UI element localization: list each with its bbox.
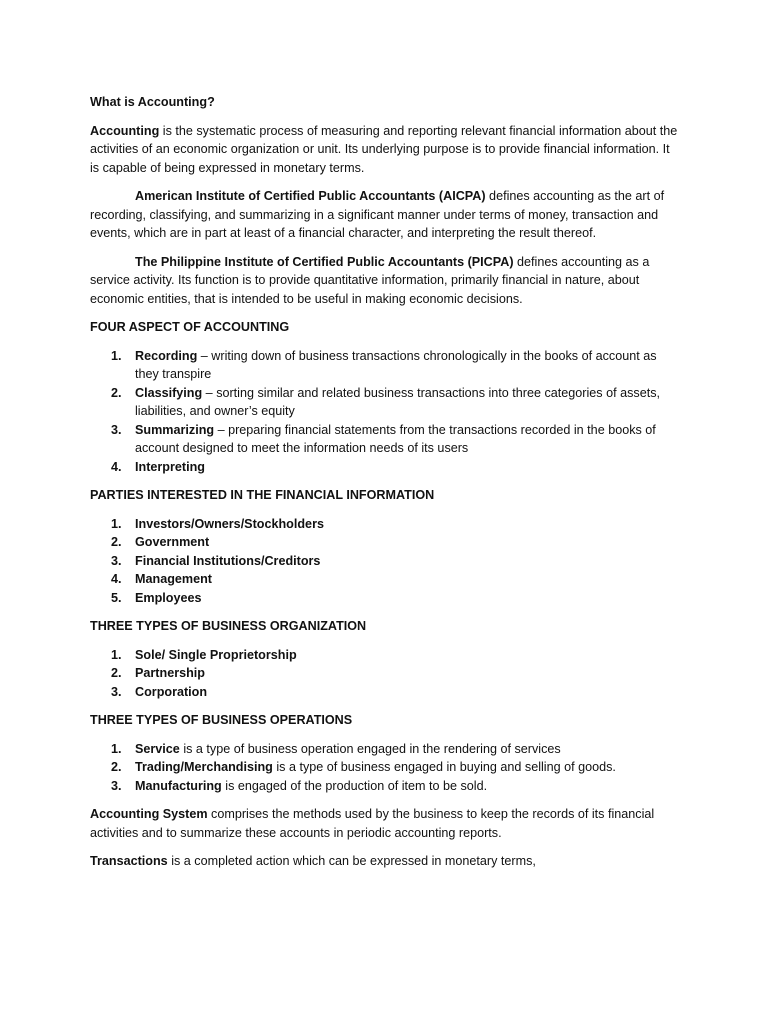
list-item — [90, 758, 680, 777]
definition-text: defines accounting as the art of recording, classifying, and summarizing in a significant manner under terms of money, transaction and events, which are in part at least of a financial character, and interpreting the result thereof. — [90, 189, 665, 240]
list-item — [90, 589, 680, 608]
list-item — [90, 570, 680, 589]
parties-list — [90, 515, 680, 608]
list-item — [90, 552, 680, 571]
item-number: 4. — [111, 572, 122, 586]
list-item — [90, 458, 680, 477]
section-heading-parties: PARTIES INTERESTED IN THE FINANCIAL INFORMATION — [90, 488, 435, 502]
item-term: Manufacturing — [135, 778, 222, 793]
accounting-system-definition — [90, 805, 680, 842]
term: Transactions — [90, 854, 168, 868]
item-text: – sorting similar and related business transactions into three categories of assets, liabilities, and owner’s equity — [135, 385, 660, 418]
transactions-definition — [90, 852, 680, 871]
item-text: – preparing financial statements from the transactions recorded in the books of account designed to meet the information needs of its users — [135, 422, 656, 455]
item-text: is a type of business engaged in buying and selling of goods. — [272, 760, 616, 774]
list-item — [90, 533, 680, 552]
item-term: Classifying — [135, 385, 203, 400]
definition-text: is the systematic process of measuring and reporting relevant financial information about the activities of an economic organization or unit. Its underlying purpose is to provide financial information. It is capable of being expressed in monetary terms. — [90, 123, 678, 175]
operations-list — [90, 740, 680, 796]
item-term: Interpreting — [135, 459, 205, 474]
list-item — [90, 777, 680, 796]
item-text: – writing down of business transactions chronologically in the books of account as they transpire — [135, 348, 657, 381]
term: American Institute of Certified Public Accountants (AICPA) — [135, 189, 486, 203]
item-term: Government — [135, 535, 210, 549]
item-term: Financial Institutions/Creditors — [135, 553, 321, 568]
item-term: Recording — [135, 348, 198, 363]
section-heading-aspects: FOUR ASPECT OF ACCOUNTING — [90, 320, 290, 334]
item-term: Corporation — [135, 684, 208, 699]
definition-text: comprises the methods used by the business to keep the records of its financial activities and to summarize these accounts in periodic accounting reports. — [90, 807, 655, 840]
section-heading-organization: THREE TYPES OF BUSINESS ORGANIZATION — [90, 619, 367, 633]
item-term: Sole/ Single Proprietorship — [135, 647, 297, 662]
item-term: Summarizing — [135, 422, 215, 437]
item-term: Service — [135, 741, 180, 756]
item-number: 1. — [111, 647, 122, 662]
section-heading-operations: THREE TYPES OF BUSINESS OPERATIONS — [90, 713, 353, 727]
item-term: Investors/Owners/Stockholders — [135, 516, 324, 531]
item-number: 3. — [111, 422, 122, 437]
term: Accounting System — [90, 807, 208, 821]
item-number: 4. — [111, 459, 122, 474]
definition-text: defines accounting as a service activity. Its function is to provide quantitative information, primarily financial in nature, about economic entities, that is intended to be useful in making economic decisions. — [90, 254, 650, 306]
item-number: 2. — [111, 385, 122, 400]
definition-text: is a completed action which can be expressed in monetary terms, — [167, 854, 536, 868]
item-text: is a type of business operation engaged in the rendering of services — [179, 741, 561, 756]
term: The Philippine Institute of Certified Public Accountants (PICPA) — [135, 254, 514, 269]
item-number: 2. — [111, 666, 122, 680]
page-title: What is Accounting? — [90, 95, 215, 109]
item-number: 2. — [111, 760, 122, 774]
aspects-list — [90, 347, 680, 477]
picpa-definition — [90, 253, 680, 309]
list-item — [90, 384, 680, 421]
item-term: Management — [135, 572, 212, 586]
item-term: Partnership — [135, 666, 205, 680]
item-number: 3. — [111, 684, 122, 699]
item-term: Trading/Merchandising — [135, 760, 273, 774]
organization-list — [90, 646, 680, 702]
item-number: 3. — [111, 553, 122, 568]
item-number: 1. — [111, 516, 122, 531]
list-item — [90, 740, 680, 759]
item-number: 3. — [111, 778, 122, 793]
item-text: is engaged of the production of item to be sold. — [221, 778, 488, 793]
item-number: 1. — [111, 741, 122, 756]
list-item — [90, 515, 680, 534]
accounting-definition — [90, 122, 680, 178]
item-number: 2. — [111, 535, 122, 549]
item-number: 5. — [111, 590, 122, 605]
list-item — [90, 683, 680, 702]
aicpa-definition — [90, 187, 680, 243]
list-item — [90, 421, 680, 458]
item-number: 1. — [111, 348, 122, 363]
list-item — [90, 664, 680, 683]
item-term: Employees — [135, 590, 202, 605]
term: Accounting — [90, 123, 160, 138]
list-item — [90, 646, 680, 665]
document-content — [90, 93, 680, 871]
list-item — [90, 347, 680, 384]
